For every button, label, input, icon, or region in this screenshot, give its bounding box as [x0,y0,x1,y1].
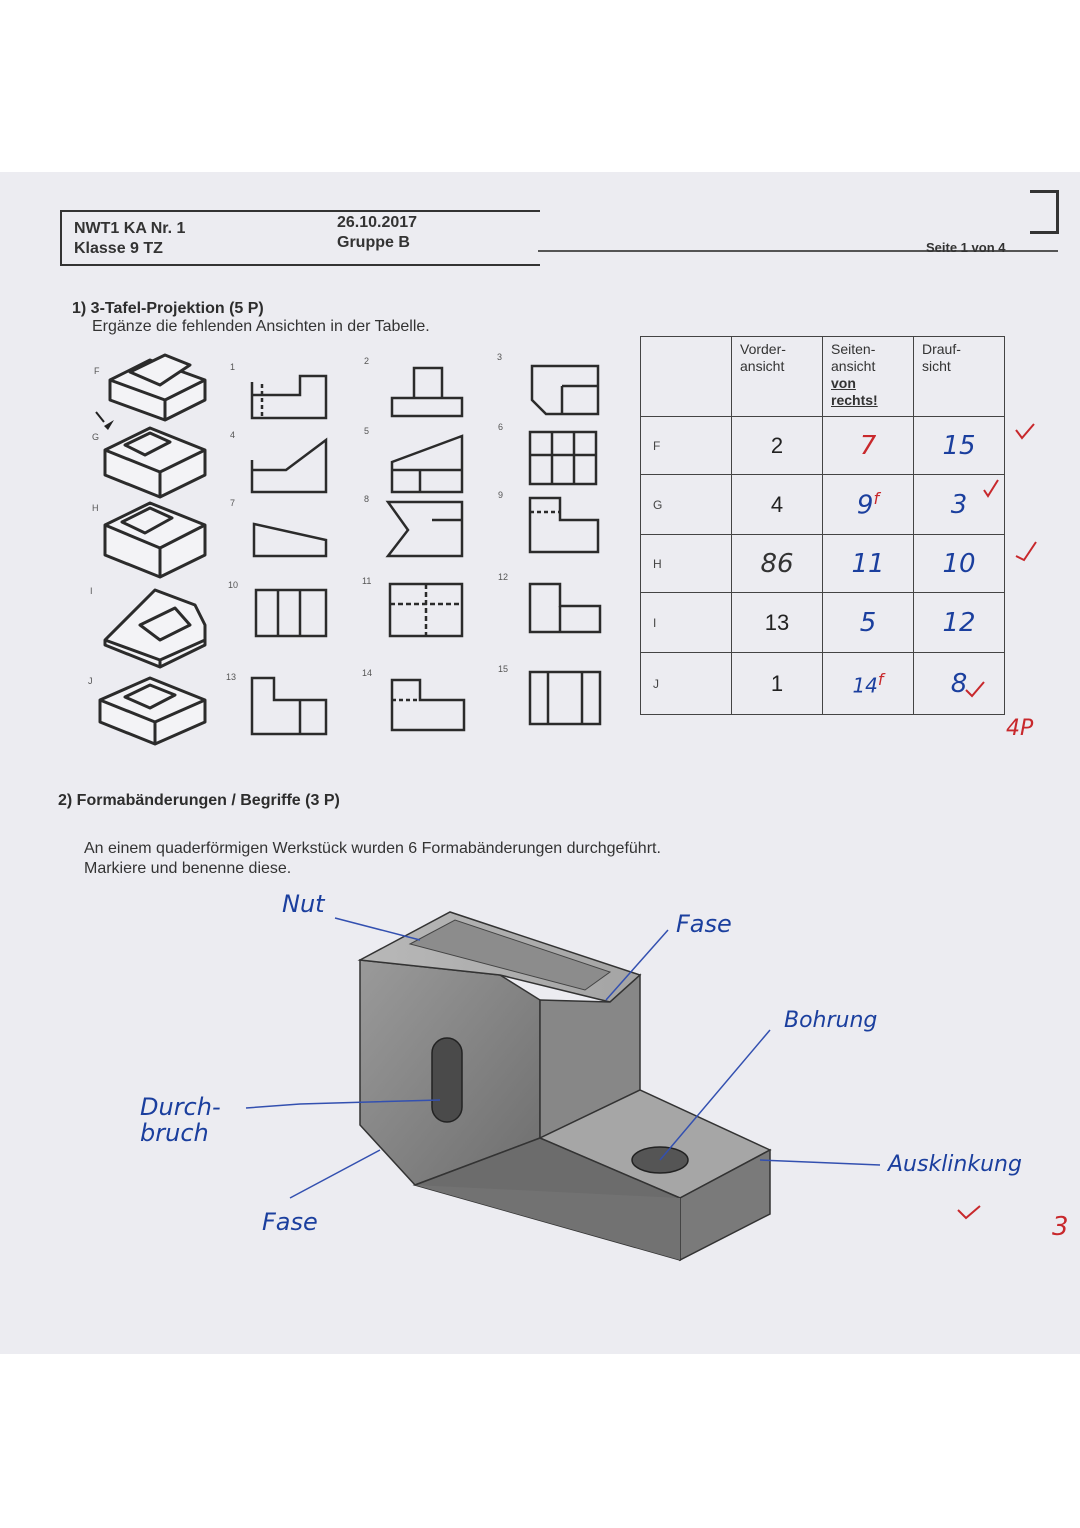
label-fase-top: Fase [676,910,732,938]
view-number: 2 [364,356,370,366]
label-nut: Nut [282,890,325,918]
label-bohrung: Bohrung [784,1008,878,1033]
view-number: 4 [230,430,236,440]
q2-text-1: An einem quaderförmigen Werkstück wurden 6 Formabänderungen durchgeführt. [84,840,661,857]
table-row: G 4 9$^f$ 3 [641,475,1005,535]
view-number: 12 [498,572,509,582]
q1-title: 1) 3-Tafel-Projektion (5 P) [72,300,264,317]
object-label-h: H [92,503,99,513]
view-number: 15 [498,664,509,674]
view-number: 13 [226,672,237,682]
col-header-front: Vorder- ansicht [732,337,823,417]
label-durchbruch: Durch- bruch [140,1093,221,1147]
label-ausklinkung: Ausklinkung [888,1152,1022,1177]
table-row: F 2 7 15 [641,417,1005,475]
q2-text-2: Markiere und benenne diese. [84,860,292,877]
q2-title: 2) Formabänderungen / Begriffe (3 P) [58,792,340,809]
q1-instruction: Ergänze die fehlenden Ansichten in der Tabelle. [92,318,430,335]
view-number: 11 [362,576,372,586]
col-header-side: Seiten- ansicht von rechts! [823,337,914,417]
class-label: Klasse 9 TZ [74,240,163,257]
group-label: Gruppe B [337,234,410,251]
table-row: J 1 14$^f$ 8 [641,653,1005,715]
view-number: 10 [228,580,239,590]
view-number: 3 [497,352,503,362]
view-number: 9 [498,490,504,500]
col-header-top: Drauf- sicht [914,337,1005,417]
view-number: 7 [230,498,236,508]
object-label-j: J [88,676,93,686]
page-number: Seite 1 von 4 [926,240,1006,255]
view-number: 5 [364,426,370,436]
label-fase-bottom: Fase [262,1208,318,1236]
object-label-g: G [92,432,100,442]
view-number: 8 [364,494,370,504]
table-row: I 13 5 12 [641,593,1005,653]
object-label-f: F [94,366,100,376]
table-row: H 86 11 10 [641,535,1005,593]
view-number: 6 [498,422,504,432]
view-number: 1 [230,362,236,372]
exam-date: 26.10.2017 [337,214,418,231]
q2-score: 3 [1052,1212,1069,1242]
object-label-i: I [90,586,93,596]
exam-title: NWT1 KA Nr. 1 [74,220,186,237]
view-number: 14 [362,668,373,678]
q1-score: 4P [1006,716,1034,741]
